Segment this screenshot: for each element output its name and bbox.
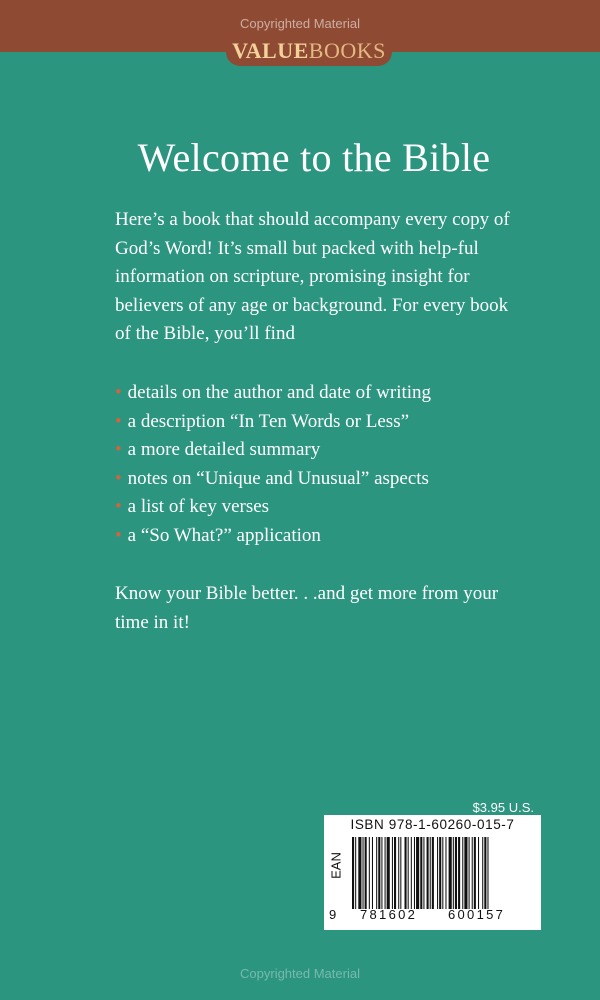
barcode-bar xyxy=(411,837,412,909)
barcode-bar xyxy=(385,837,386,909)
barcode-bar xyxy=(376,837,377,909)
bullet-icon: • xyxy=(115,467,122,489)
barcode-bar xyxy=(400,837,401,909)
barcode-bar xyxy=(378,837,380,909)
barcode-digits-right: 600157 xyxy=(448,907,506,922)
list-item-text: a more detailed summary xyxy=(127,439,321,461)
barcode-bar xyxy=(427,837,429,909)
category-line: BBGN / RELIGION / BIBLICAL STUDIES / GENERAL xyxy=(326,918,534,928)
barcode-bar xyxy=(365,837,367,909)
list-item xyxy=(115,493,535,522)
barcode-bar xyxy=(372,837,373,909)
ean-label: EAN xyxy=(328,852,344,879)
barcode-bar xyxy=(474,837,476,909)
isbn-number: ISBN 978-1-60260-015-7 xyxy=(350,817,515,832)
list-item-text: a “So What?” application xyxy=(127,524,321,546)
barcode-bar xyxy=(439,837,441,909)
barcode-bar xyxy=(381,837,382,909)
barcode-bar xyxy=(408,837,409,909)
barcode-bar xyxy=(472,837,473,909)
publisher-logo xyxy=(226,34,392,66)
page-title: Welcome to the Bible xyxy=(137,135,491,180)
barcode-bar xyxy=(405,837,407,909)
barcode-bar xyxy=(387,837,390,909)
barcode-bar xyxy=(416,837,419,909)
watermark-bottom: Copyrighted Material xyxy=(240,966,360,981)
barcode-bar xyxy=(445,837,446,909)
barcode-bar xyxy=(432,837,434,909)
closing-paragraph: Know your Bible better. . .and get more from your time in it! xyxy=(115,583,499,633)
barcode-bar xyxy=(430,837,431,909)
logo-books: BOOKS xyxy=(308,38,386,63)
barcode-bar xyxy=(358,837,361,909)
logo-text xyxy=(232,38,386,64)
list-item xyxy=(115,436,535,465)
logo-value: VALUE xyxy=(232,38,309,63)
barcode-bar xyxy=(458,837,460,909)
barcode-bar xyxy=(464,837,467,909)
list-item xyxy=(115,522,535,551)
barcode-bar xyxy=(484,837,486,909)
barcode-bar xyxy=(420,837,422,909)
list-item xyxy=(115,379,535,408)
feature-list xyxy=(115,379,535,551)
list-item-text: a description “In Ten Words or Less” xyxy=(127,410,410,432)
barcode-digits-left: 781602 xyxy=(360,907,418,922)
barcode-bar xyxy=(469,837,470,909)
barcode-bar xyxy=(462,837,463,909)
barcode-bar xyxy=(398,837,399,909)
isbn-barcode xyxy=(324,815,541,930)
barcode-bar xyxy=(455,837,457,909)
barcode-bar xyxy=(437,837,438,909)
barcode-bar xyxy=(414,837,415,909)
barcode-bars xyxy=(352,837,536,909)
price-label: $3.95 U.S. xyxy=(472,800,534,815)
barcode-digit-first: 9 xyxy=(329,907,337,922)
bullet-icon: • xyxy=(115,496,122,518)
barcode-bar xyxy=(369,837,370,909)
barcode-bar xyxy=(355,837,356,909)
barcode-bar xyxy=(478,837,479,909)
bullet-icon: • xyxy=(115,382,122,403)
bullet-icon: • xyxy=(115,524,122,546)
barcode-bar xyxy=(453,837,454,909)
barcode-bar xyxy=(482,837,483,909)
barcode-bar xyxy=(487,837,488,909)
barcode-bar xyxy=(392,837,393,909)
barcode-bar xyxy=(363,837,364,909)
list-item-text: a list of key verses xyxy=(127,496,270,518)
barcode-bar xyxy=(423,837,424,909)
list-item-text: notes on “Unique and Unusual” aspects xyxy=(127,467,429,489)
bullet-icon: • xyxy=(115,439,122,461)
barcode-bar xyxy=(449,837,452,909)
list-item xyxy=(115,465,535,494)
barcode-bar xyxy=(442,837,443,909)
bullet-icon: • xyxy=(115,410,122,432)
list-item-text: details on the author and date of writing xyxy=(127,382,432,403)
watermark-top: Copyrighted Material xyxy=(240,16,360,31)
list-item xyxy=(115,408,535,437)
barcode-bar xyxy=(394,837,396,909)
intro-paragraph: Here’s a book that should accompany every copy of God’s Word! It’s small but packed with help-ful information on scripture, promising insight for believers of any age or background. For every book of the Bible, you’ll find xyxy=(115,209,510,344)
barcode-bar xyxy=(352,837,354,909)
